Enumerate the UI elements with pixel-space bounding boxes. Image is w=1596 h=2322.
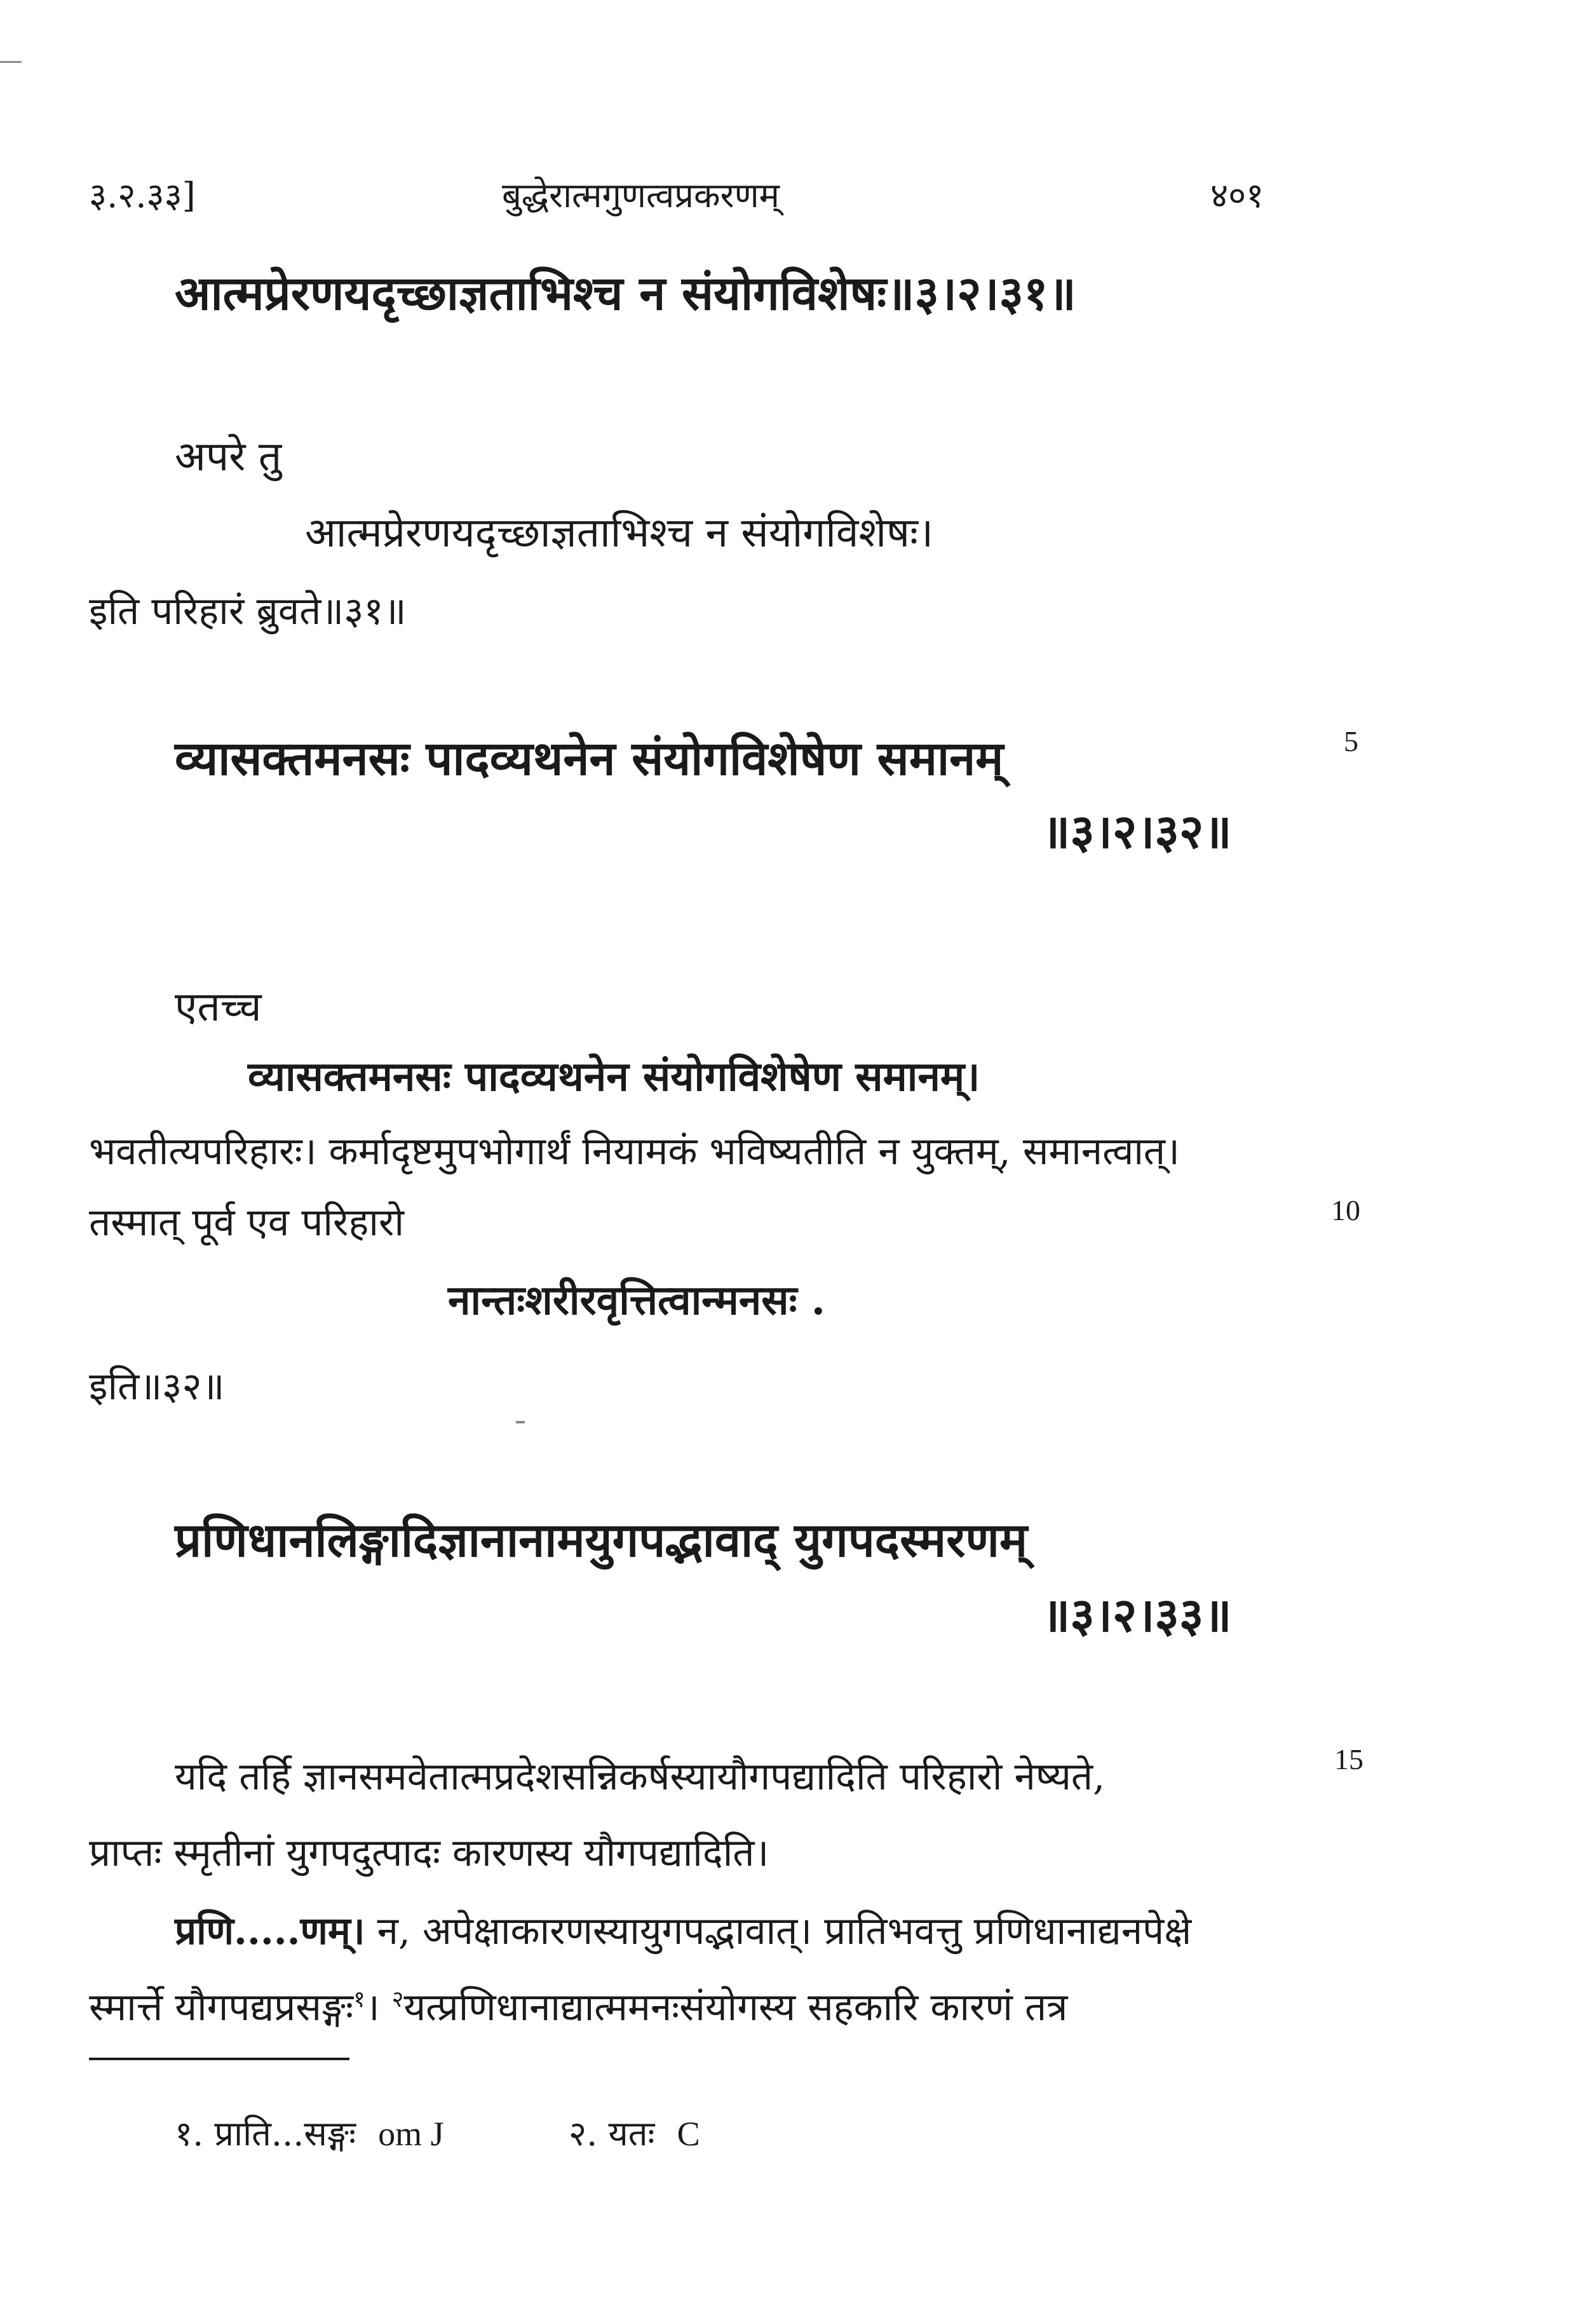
footnote-ref-1: १ (353, 1986, 365, 2013)
footnote-2 (569, 2108, 700, 2156)
commentary-32-quote2: नान्तःशरीरवृत्तित्वान्मनसः . (448, 1277, 826, 1324)
footnote-1 (175, 2108, 444, 2156)
footnote-1-ref: om J (378, 2115, 444, 2153)
commentary-33-line4-part1: स्मार्त्ते यौगपद्यप्रसङ्गः (89, 1985, 354, 2030)
sutra-33-line1: प्रणिधानलिङ्गादिज्ञानानामयुगपद्भावाद् युगपदस्मरणम् (175, 1513, 1028, 1568)
line-number-10: 10 (1331, 1194, 1360, 1226)
commentary-33-line4-part2: । (365, 1985, 392, 2030)
line-number-5: 5 (1344, 725, 1358, 757)
commentary-33-line4 (89, 1979, 1067, 2032)
footnote-ref-2: २ (391, 1986, 404, 2013)
scan-mark (0, 61, 22, 63)
commentary-33-line2: प्राप्तः स्मृतीनां युगपदुत्पादः कारणस्य यौगपद्यादिति। (89, 1831, 769, 1875)
commentary-31-close: इति परिहारं ब्रुवते॥३१॥ (89, 589, 407, 634)
page-number: ४०१ (1210, 175, 1264, 215)
commentary-32-intro: एतच्च (175, 984, 262, 1031)
sutra-32-line2: ॥३।२।३२॥ (1042, 805, 1232, 859)
line-number-15: 15 (1334, 1743, 1363, 1775)
sutra-32-line1: व्यासक्तमनसः पादव्यथनेन संयोगविशेषेण समानम् (175, 731, 1004, 786)
footnote-rule (89, 2058, 349, 2060)
commentary-32-line1: भवतीत्यपरिहारः। कर्मादृष्टमुपभोगार्थं नियामकं भविष्यतीति न युक्तम्, समानत्वात्। (89, 1129, 1180, 1174)
scan-mark (516, 1421, 525, 1423)
commentary-33-line1: यदि तर्हि ज्ञानसमवेतात्मप्रदेशसन्निकर्षस्यायौगपद्यादिति परिहारो नेष्यते, (175, 1755, 1106, 1799)
commentary-31-intro: अपरे तु (175, 433, 282, 480)
commentary-32-line2: तस्मात् पूर्व एव परिहारो (89, 1200, 404, 1245)
header-section: ३.२.३३] (89, 175, 196, 215)
commentary-32-close: इति॥३२॥ (89, 1364, 225, 1409)
footnote-1-label: १. प्राति...सङ्गः (175, 2114, 356, 2154)
footnote-2-label: २. यतः (569, 2114, 655, 2154)
sutra-31: आत्मप्रेरणयदृच्छाज्ञताभिश्च न संयोगविशेषः॥३।२।३१॥ (175, 266, 1076, 321)
commentary-33-line3-text: न, अपेक्षाकारणस्यायुगपद्भावात्। प्रातिभवत्तु प्रणिधानाद्यनपेक्षे (365, 1909, 1192, 1953)
commentary-33-line3 (175, 1903, 1191, 1955)
header-title: बुद्धेरात्मगुणत्वप्रकरणम् (502, 175, 780, 215)
commentary-33-line4-part3: यत्प्रणिधानाद्यात्ममनःसंयोगस्य सहकारि कारणं तत्र (403, 1985, 1068, 2030)
sutra-reference: प्रणि.....णम्। (175, 1909, 365, 1953)
sutra-33-line2: ॥३।२।३३॥ (1042, 1588, 1232, 1643)
commentary-31-quote: आत्मप्रेरणयदृच्छाज्ञताभिश्च न संयोगविशेषः। (305, 510, 934, 557)
commentary-32-quote: व्यासक्तमनसः पादव्यथनेन संयोगविशेषेण समानम्। (248, 1053, 980, 1101)
footnote-2-ref: C (677, 2115, 700, 2153)
